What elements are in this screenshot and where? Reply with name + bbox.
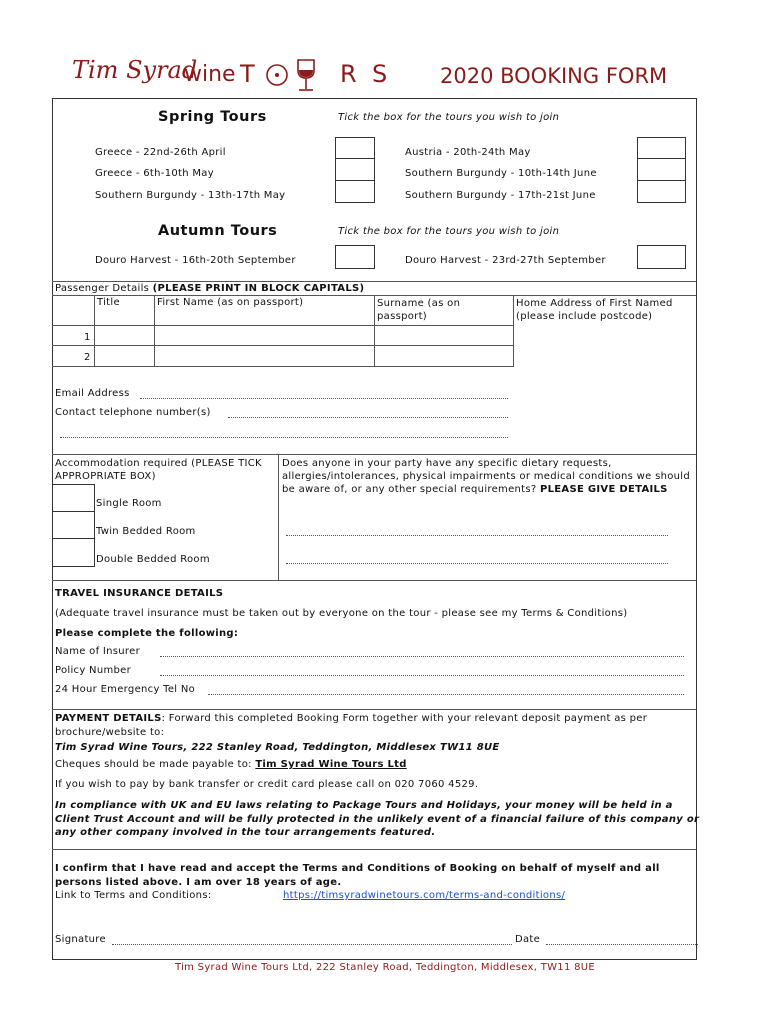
passenger-label xyxy=(55,283,364,294)
dietary-bold: PLEASE GIVE DETAILS xyxy=(540,484,668,495)
title-field-2[interactable] xyxy=(95,346,153,365)
logo-letter-t: T xyxy=(240,60,257,88)
row-number-1: 1 xyxy=(84,332,91,343)
divider xyxy=(52,366,514,367)
email-field[interactable] xyxy=(140,398,508,399)
first-name-field-1[interactable] xyxy=(155,326,373,345)
logo xyxy=(72,54,402,96)
policy-field[interactable] xyxy=(160,675,684,676)
title-field-1[interactable] xyxy=(95,326,153,345)
divider xyxy=(52,454,696,455)
checkbox-douro-23[interactable] xyxy=(637,245,686,269)
checkbox-double-room[interactable] xyxy=(52,538,95,567)
policy-label: Policy Number xyxy=(55,665,132,676)
signature-label: Signature xyxy=(55,934,106,945)
dietary-field-2[interactable] xyxy=(286,563,668,564)
autumn-instruction: Tick the box for the tours you wish to join xyxy=(338,226,560,237)
terms-link-label: Link to Terms and Conditions: xyxy=(55,890,212,901)
tour-douro-16: Douro Harvest - 16th-20th September xyxy=(95,255,296,266)
logo-wine: wine xyxy=(184,62,236,87)
tour-burgundy-june-10: Southern Burgundy - 10th-14th June xyxy=(405,168,597,179)
divider xyxy=(52,580,696,581)
signature-field[interactable] xyxy=(112,944,512,945)
passenger-label-text: Passenger Details xyxy=(55,283,150,294)
date-label: Date xyxy=(515,934,541,945)
logo-script: Tim Syrad xyxy=(72,56,198,84)
single-room-label: Single Room xyxy=(96,498,162,509)
payee: Tim Syrad Wine Tours Ltd xyxy=(255,759,407,770)
tour-burgundy-may: Southern Burgundy - 13th-17th May xyxy=(95,190,286,201)
phone-field[interactable] xyxy=(228,417,508,418)
checkbox-douro-16[interactable] xyxy=(335,245,375,269)
row-number-2: 2 xyxy=(84,352,91,363)
divider xyxy=(52,709,696,710)
compliance-note: In compliance with UK and EU laws relating to Package Tours and Holidays, your money will be held in a Client Trust Account and will be fully protected in the unlikely event of a financial failure of this company or any other company involved in the tour arrangements featured. xyxy=(55,800,700,838)
payment-heading: PAYMENT DETAILS xyxy=(55,713,162,724)
accommodation-label: Accommodation required (PLEASE TICK APPROPRIATE BOX) xyxy=(55,458,262,482)
phone-label: Contact telephone number(s) xyxy=(55,407,211,418)
payment-text: : Forward this completed Booking Form together with your relevant deposit payment as per brochure/website to: xyxy=(55,713,648,738)
payment-address: Tim Syrad Wine Tours, 222 Stanley Road, Teddington, Middlesex TW11 8UE xyxy=(55,742,500,753)
passenger-label-bold: (PLEASE PRINT IN BLOCK CAPITALS) xyxy=(152,283,365,294)
tour-austria-may: Austria - 20th-24th May xyxy=(405,147,531,158)
tour-greece-april: Greece - 22nd-26th April xyxy=(95,147,226,158)
insurance-heading: TRAVEL INSURANCE DETAILS xyxy=(55,588,224,599)
wine-glass-icon xyxy=(294,58,318,94)
spring-heading: Spring Tours xyxy=(158,109,267,125)
spring-instruction: Tick the box for the tours you wish to join xyxy=(338,112,560,123)
emergency-field[interactable] xyxy=(208,694,684,695)
surname-field-1[interactable] xyxy=(375,326,512,345)
double-room-label: Double Bedded Room xyxy=(96,554,210,565)
dietary-question xyxy=(282,457,694,496)
date-field[interactable] xyxy=(546,944,698,945)
checkbox-burgundy-june-10[interactable] xyxy=(637,158,686,181)
logo-letter-s: S xyxy=(372,60,390,88)
page-title: 2020 BOOKING FORM xyxy=(440,64,668,88)
terms-link[interactable]: https://timsyradwinetours.com/terms-and-conditions/ xyxy=(283,890,566,901)
phone-field-extra[interactable] xyxy=(60,437,508,438)
autumn-heading: Autumn Tours xyxy=(158,223,278,239)
first-name-field-2[interactable] xyxy=(155,346,373,365)
twin-room-label: Twin Bedded Room xyxy=(96,526,196,537)
checkbox-austria-may[interactable] xyxy=(637,137,686,160)
tour-douro-23: Douro Harvest - 23rd-27th September xyxy=(405,255,606,266)
insurance-complete: Please complete the following: xyxy=(55,628,239,639)
checkbox-greece-april[interactable] xyxy=(335,137,375,160)
bank-transfer-note: If you wish to pay by bank transfer or credit card please call on 020 7060 4529. xyxy=(55,779,479,790)
tour-burgundy-june-17: Southern Burgundy - 17th-21st June xyxy=(405,190,596,201)
insurer-label: Name of Insurer xyxy=(55,646,140,657)
checkbox-burgundy-june-17[interactable] xyxy=(637,180,686,203)
dietary-field-1[interactable] xyxy=(286,535,668,536)
col-title: Title xyxy=(97,297,120,308)
tour-greece-may: Greece - 6th-10th May xyxy=(95,168,214,179)
cheques-line xyxy=(55,759,407,770)
col-first-name: First Name (as on passport) xyxy=(157,297,304,308)
insurer-field[interactable] xyxy=(160,656,684,657)
confirm-text: I confirm that I have read and accept the Terms and Conditions of Booking on behalf of myself and all persons listed above. I am over 18 years of age. xyxy=(55,863,660,888)
email-label: Email Address xyxy=(55,388,130,399)
address-field[interactable] xyxy=(514,326,694,454)
checkbox-twin-room[interactable] xyxy=(52,511,95,540)
insurance-note: (Adequate travel insurance must be taken out by everyone on the tour - please see my Terms & Conditions) xyxy=(55,608,628,619)
divider xyxy=(52,281,696,282)
cheques-label: Cheques should be made payable to: xyxy=(55,759,252,770)
divider xyxy=(278,454,279,580)
grape-icon xyxy=(264,62,290,88)
col-surname: Surname (as on passport) xyxy=(377,298,461,322)
col-address: Home Address of First Named (please include postcode) xyxy=(516,298,673,322)
checkbox-greece-may[interactable] xyxy=(335,158,375,181)
checkbox-burgundy-may[interactable] xyxy=(335,180,375,203)
logo-letter-r: R xyxy=(340,60,359,88)
surname-field-2[interactable] xyxy=(375,346,512,365)
emergency-label: 24 Hour Emergency Tel No xyxy=(55,684,196,695)
dietary-text: Does anyone in your party have any specific dietary requests, allergies/intolerances, physical impairments or medical conditions we should be aware of, or any other special requirements? xyxy=(282,458,691,495)
payment-details xyxy=(55,712,685,739)
checkbox-single-room[interactable] xyxy=(52,484,95,513)
footer-address: Tim Syrad Wine Tours Ltd, 222 Stanley Road, Teddington, Middlesex, TW11 8UE xyxy=(174,962,596,973)
divider xyxy=(52,849,696,850)
